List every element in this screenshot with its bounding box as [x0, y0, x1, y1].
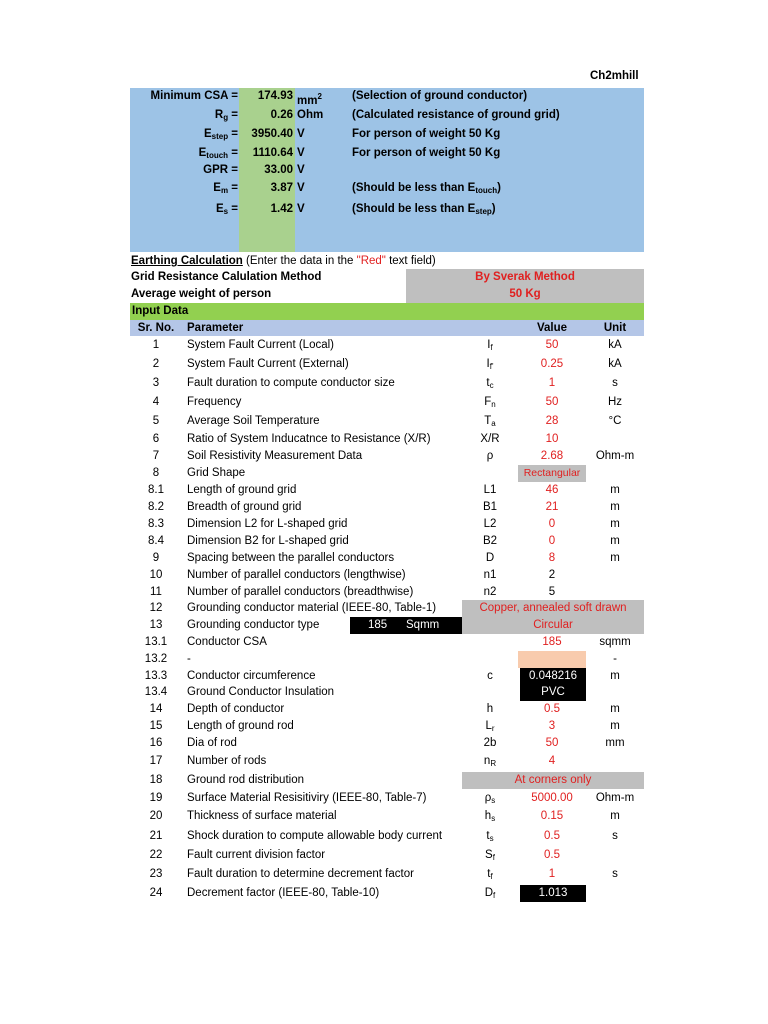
row-value[interactable]: 50 — [545, 339, 559, 351]
row-unit: °C — [608, 415, 622, 427]
row-value[interactable]: 3 — [548, 720, 556, 732]
summary-unit: V — [297, 164, 305, 176]
summary-note-subscript: step — [475, 207, 492, 216]
row-unit: m — [610, 484, 620, 496]
summary-note-subscript: touch — [475, 186, 498, 195]
row-value[interactable]: 185 — [542, 636, 562, 648]
row-unit: s — [612, 377, 618, 389]
row-unit: Ohm-m — [595, 792, 635, 804]
row-symbol-subscript: f' — [489, 362, 494, 371]
row-number: 20 — [149, 810, 163, 822]
row-value[interactable]: 8 — [548, 552, 556, 564]
summary-label: $E_{step}$ = — [203, 128, 238, 141]
row-symbol: c — [487, 670, 493, 682]
row-value[interactable]: 0.25 — [540, 358, 564, 370]
table-row — [130, 651, 644, 668]
row-parameter: Length of ground rod — [187, 720, 294, 732]
row-parameter: Breadth of ground grid — [187, 501, 302, 513]
instruction-text: (Enter the data in the — [242, 255, 357, 267]
row-value[interactable]: 21 — [545, 501, 559, 513]
row-parameter: Dimension B2 for L-shaped grid — [187, 535, 349, 547]
summary-label-subscript: touch — [206, 151, 229, 160]
summary-value: 174.93 — [257, 90, 293, 102]
row-number: 12 — [149, 602, 163, 614]
table-row — [130, 866, 644, 883]
row-symbol-subscript: r — [491, 724, 495, 733]
summary-row — [0, 162, 768, 179]
table-row — [130, 701, 644, 718]
row-number: 13.1 — [144, 636, 168, 648]
row-symbol: h — [486, 703, 494, 715]
row-number: 3 — [152, 377, 160, 389]
row-symbol: n1 — [483, 569, 497, 581]
summary-unit: Ohm — [297, 109, 324, 121]
row-value[interactable]: 1 — [548, 377, 556, 389]
table-row — [130, 375, 644, 392]
summary-label: $E_m$ = — [213, 182, 238, 195]
row-parameter: Dimension L2 for L-shaped grid — [187, 518, 348, 530]
row-value[interactable]: 0 — [548, 535, 556, 547]
row-value: 0.048216 — [520, 668, 586, 684]
row-parameter: Grounding conductor material (IEEE-80, Table-1) — [187, 602, 437, 614]
row-number: 8.3 — [148, 518, 164, 530]
row-symbol: $\rho_s$ — [484, 792, 496, 805]
row-number: 9 — [152, 552, 160, 564]
table-row — [130, 337, 644, 354]
table-row — [130, 790, 644, 807]
table-row — [130, 584, 644, 601]
row-parameter: System Fault Current (Local) — [187, 339, 334, 351]
row-parameter: Fault duration to determine decrement factor — [187, 868, 414, 880]
instruction-red-word: "Red" — [356, 255, 386, 267]
row-parameter: Number of rods — [187, 755, 267, 767]
input-data-label: Input Data — [132, 305, 189, 317]
row-symbol: $F_n$ — [484, 396, 496, 409]
row-parameter: Number of parallel conductors (breadthwise) — [187, 586, 414, 598]
row-unit: m — [610, 501, 620, 513]
summary-row — [0, 126, 768, 143]
row-symbol: $I_f$ — [487, 339, 493, 352]
row-number: 2 — [152, 358, 160, 370]
summary-value: 3.87 — [270, 182, 293, 194]
row-symbol-subscript: s — [489, 834, 494, 843]
table-row — [130, 808, 644, 825]
summary-label: Minimum CSA = — [150, 90, 238, 102]
summary-row — [0, 180, 768, 197]
row-parameter: Decrement factor (IEEE-80, Table-10) — [187, 887, 380, 899]
row-symbol: D — [485, 552, 495, 564]
summary-label: $E_s$ = — [215, 203, 238, 216]
row-value[interactable]: 5 — [548, 586, 556, 598]
row-unit: sqmm — [599, 636, 631, 648]
row-value[interactable]: Circular — [533, 619, 573, 631]
row-symbol-subscript: n — [491, 400, 496, 409]
row-symbol: X/R — [480, 433, 500, 445]
row-number: 10 — [149, 569, 163, 581]
method-label: Grid Resistance Calulation Method — [131, 271, 322, 283]
header-value: Value — [536, 322, 568, 334]
table-row — [130, 567, 644, 584]
header-unit: Unit — [603, 322, 627, 334]
method-value[interactable]: By Sverak Method — [475, 271, 575, 283]
header-parameter: Parameter — [187, 322, 244, 334]
row-number: 18 — [149, 774, 163, 786]
summary-label-subscript: m — [220, 186, 229, 195]
row-symbol: n2 — [483, 586, 497, 598]
row-number: 14 — [149, 703, 163, 715]
row-unit: s — [612, 868, 618, 880]
row-value[interactable]: 0.5 — [544, 830, 560, 842]
row-parameter: Thickness of surface material — [187, 810, 337, 822]
summary-unit: V — [297, 182, 305, 194]
row-unit: m — [610, 670, 620, 682]
row-symbol-subscript: f — [490, 343, 493, 352]
row-symbol: B2 — [482, 535, 498, 547]
summary-value: 1.42 — [270, 203, 293, 215]
conductor-size-value: 185 — [368, 619, 388, 631]
row-parameter: Dia of rod — [187, 737, 237, 749]
row-number: 6 — [152, 433, 160, 445]
row-parameter: Spacing between the parallel conductors — [187, 552, 395, 564]
row-number: 19 — [149, 792, 163, 804]
row-value[interactable]: 4 — [548, 755, 556, 767]
row-symbol: B1 — [482, 501, 498, 513]
row-parameter: Grounding conductor type — [187, 619, 320, 631]
summary-unit: V — [297, 128, 305, 140]
summary-row — [0, 107, 768, 124]
summary-label-subscript: s — [223, 207, 229, 216]
row-number: 16 — [149, 737, 163, 749]
row-symbol-subscript: c — [489, 381, 494, 390]
row-unit: m — [610, 535, 620, 547]
row-symbol: $L_r$ — [485, 720, 495, 733]
row-symbol: 2b — [483, 737, 497, 749]
row-unit: - — [613, 653, 617, 665]
summary-value: 33.00 — [264, 164, 293, 176]
table-row — [130, 394, 644, 411]
row-symbol: $I_{f'}$ — [486, 358, 494, 371]
row-parameter: Average Soil Temperature — [187, 415, 320, 427]
row-symbol-subscript: s — [491, 814, 496, 823]
row-number: 4 — [152, 396, 160, 408]
row-number: 13.2 — [144, 653, 168, 665]
row-number: 7 — [152, 450, 160, 462]
summary-row — [0, 88, 768, 105]
row-unit: kA — [608, 339, 622, 351]
table-row — [130, 356, 644, 373]
summary-note: (Selection of ground conductor) — [352, 90, 528, 102]
row-parameter: Fault current division factor — [187, 849, 326, 861]
row-parameter: Ground rod distribution — [187, 774, 304, 786]
conductor-size-unit: Sqmm — [406, 619, 440, 631]
row-number: 23 — [149, 868, 163, 880]
summary-label: $E_{touch}$ = — [198, 147, 238, 160]
weight-label: Average weight of person — [131, 288, 272, 300]
row-number: 5 — [152, 415, 160, 427]
row-number: 21 — [149, 830, 163, 842]
row-value[interactable]: 2 — [548, 569, 556, 581]
row-symbol-subscript: f — [490, 872, 493, 881]
table-row — [130, 684, 644, 701]
row-unit: s — [612, 830, 618, 842]
row-number: 17 — [149, 755, 163, 767]
row-number: 1 — [152, 339, 160, 351]
table-row — [130, 634, 644, 651]
earthing-title: Earthing Calculation — [131, 255, 243, 267]
table-row — [130, 772, 644, 789]
row-value[interactable]: 5000.00 — [531, 792, 573, 804]
table-row — [130, 499, 644, 516]
row-parameter: Fault duration to compute conductor size — [187, 377, 395, 389]
row-number: 24 — [149, 887, 163, 899]
table-row — [130, 847, 644, 864]
row-symbol: $t_f$ — [487, 868, 493, 881]
instruction-text-end: text field) — [385, 255, 436, 267]
row-number: 13 — [149, 619, 163, 631]
row-symbol-subscript: f — [493, 891, 496, 900]
summary-label-subscript: step — [211, 132, 229, 141]
row-parameter: Depth of conductor — [187, 703, 285, 715]
weight-value[interactable]: 50 Kg — [509, 288, 541, 300]
table-row — [130, 550, 644, 567]
row-symbol: L2 — [483, 518, 497, 530]
row-number: 13.3 — [144, 670, 168, 682]
table-row — [130, 431, 644, 448]
table-row — [130, 828, 644, 845]
input-data-bar — [130, 303, 644, 320]
row-value[interactable]: At corners only — [514, 774, 592, 786]
summary-unit-superscript: 2 — [317, 92, 322, 101]
row-number: 22 — [149, 849, 163, 861]
summary-label: GPR = — [203, 164, 238, 176]
row-unit: Ohm-m — [595, 450, 635, 462]
table-row — [130, 600, 644, 617]
row-parameter: - — [187, 653, 191, 665]
row-unit: m — [610, 552, 620, 564]
row-value[interactable]: Rectangular — [523, 467, 581, 479]
summary-note: For person of weight 50 Kg — [352, 128, 501, 140]
row-symbol: $T_a$ — [484, 415, 496, 428]
table-row — [130, 718, 644, 735]
row-parameter: Shock duration to compute allowable body current — [187, 830, 443, 842]
row-value[interactable]: 0.5 — [544, 849, 560, 861]
row-number: 13.4 — [144, 686, 168, 698]
header-sr-no: Sr. No. — [137, 322, 175, 334]
summary-row — [0, 145, 768, 162]
table-row — [130, 465, 644, 482]
row-symbol-subscript: a — [491, 419, 496, 428]
summary-unit: V — [297, 147, 305, 159]
row-number: 15 — [149, 720, 163, 732]
table-header — [130, 320, 644, 336]
row-parameter: Frequency — [187, 396, 242, 408]
row-unit: m — [610, 703, 620, 715]
row-parameter: Ground Conductor Insulation — [187, 686, 335, 698]
row-unit: m — [610, 720, 620, 732]
table-row — [130, 885, 644, 902]
summary-unit: $mm^2$ — [297, 92, 322, 107]
row-number: 8 — [152, 467, 160, 479]
table-row — [130, 753, 644, 770]
row-unit: m — [610, 810, 620, 822]
row-number: 8.1 — [148, 484, 164, 496]
table-row — [130, 533, 644, 550]
row-value[interactable]: 2.68 — [540, 450, 564, 462]
row-value[interactable]: 10 — [545, 433, 559, 445]
summary-note: (Should be less than $E_{touch}$) — [352, 182, 501, 195]
summary-note: (Calculated resistance of ground grid) — [352, 109, 560, 121]
row-value[interactable]: 50 — [545, 737, 559, 749]
row-parameter: Length of ground grid — [187, 484, 297, 496]
row-parameter: Conductor circumference — [187, 670, 316, 682]
row-value[interactable]: 0.15 — [540, 810, 564, 822]
row-value[interactable]: 50 — [545, 396, 559, 408]
row-value: 1.013 — [520, 885, 586, 902]
row-parameter: Surface Material Resisitiviry (IEEE-80, Table-7) — [187, 792, 427, 804]
row-parameter: Soil Resistivity Measurement Data — [187, 450, 363, 462]
row-number: 8.2 — [148, 501, 164, 513]
row-symbol: $t_s$ — [486, 830, 494, 843]
row-symbol-subscript: f — [492, 853, 495, 862]
row-unit: m — [610, 518, 620, 530]
row-symbol: $t_c$ — [486, 377, 494, 390]
table-row — [130, 668, 644, 684]
row-unit: kA — [608, 358, 622, 370]
row-symbol: $D_f$ — [484, 887, 496, 900]
summary-note: (Should be less than $E_{step}$) — [352, 203, 496, 216]
summary-unit: V — [297, 203, 305, 215]
row-value[interactable]: 0 — [548, 518, 556, 530]
table-row — [130, 735, 644, 752]
company-name: Ch2mhill — [590, 70, 639, 82]
row-number: 8.4 — [148, 535, 164, 547]
row-number: 11 — [150, 586, 162, 598]
row-value[interactable]: 1 — [548, 868, 556, 880]
row-parameter: Grid Shape — [187, 467, 246, 479]
conductor-size-box — [350, 617, 462, 634]
row-value[interactable]: Copper, annealed soft drawn — [479, 602, 627, 614]
summary-value: 1110.64 — [252, 147, 293, 159]
table-row — [130, 413, 644, 430]
row-parameter: Number of parallel conductors (lengthwise) — [187, 569, 406, 581]
row-parameter: Ratio of System Inducatnce to Resistance (X/R) — [187, 433, 431, 445]
summary-label: $R_g$ = — [214, 109, 238, 122]
summary-value: 3950.40 — [251, 128, 293, 140]
row-symbol-subscript: s — [491, 796, 496, 805]
earthing-instruction — [131, 253, 436, 269]
summary-row — [0, 201, 768, 218]
row-symbol: ρ — [486, 450, 494, 462]
row-symbol: $n_R$ — [483, 755, 497, 768]
row-value[interactable]: 0.5 — [544, 703, 560, 715]
row-symbol-subscript: R — [490, 759, 497, 768]
row-value: PVC — [520, 684, 586, 701]
row-symbol: L1 — [483, 484, 497, 496]
row-value[interactable]: 28 — [545, 415, 559, 427]
summary-label-subscript: g — [223, 113, 229, 122]
row-symbol: $S_f$ — [485, 849, 495, 862]
row-value[interactable]: 46 — [545, 484, 559, 496]
row-unit: mm — [605, 737, 625, 749]
table-row — [130, 448, 644, 465]
summary-note: For person of weight 50 Kg — [352, 147, 501, 159]
summary-value: 0.26 — [270, 109, 293, 121]
row-symbol: $h_s$ — [484, 810, 496, 823]
table-row — [130, 617, 644, 634]
table-row — [130, 516, 644, 533]
row-parameter: System Fault Current (External) — [187, 358, 349, 370]
row-unit: Hz — [607, 396, 623, 408]
row-parameter: Conductor CSA — [187, 636, 267, 648]
table-row — [130, 482, 644, 499]
